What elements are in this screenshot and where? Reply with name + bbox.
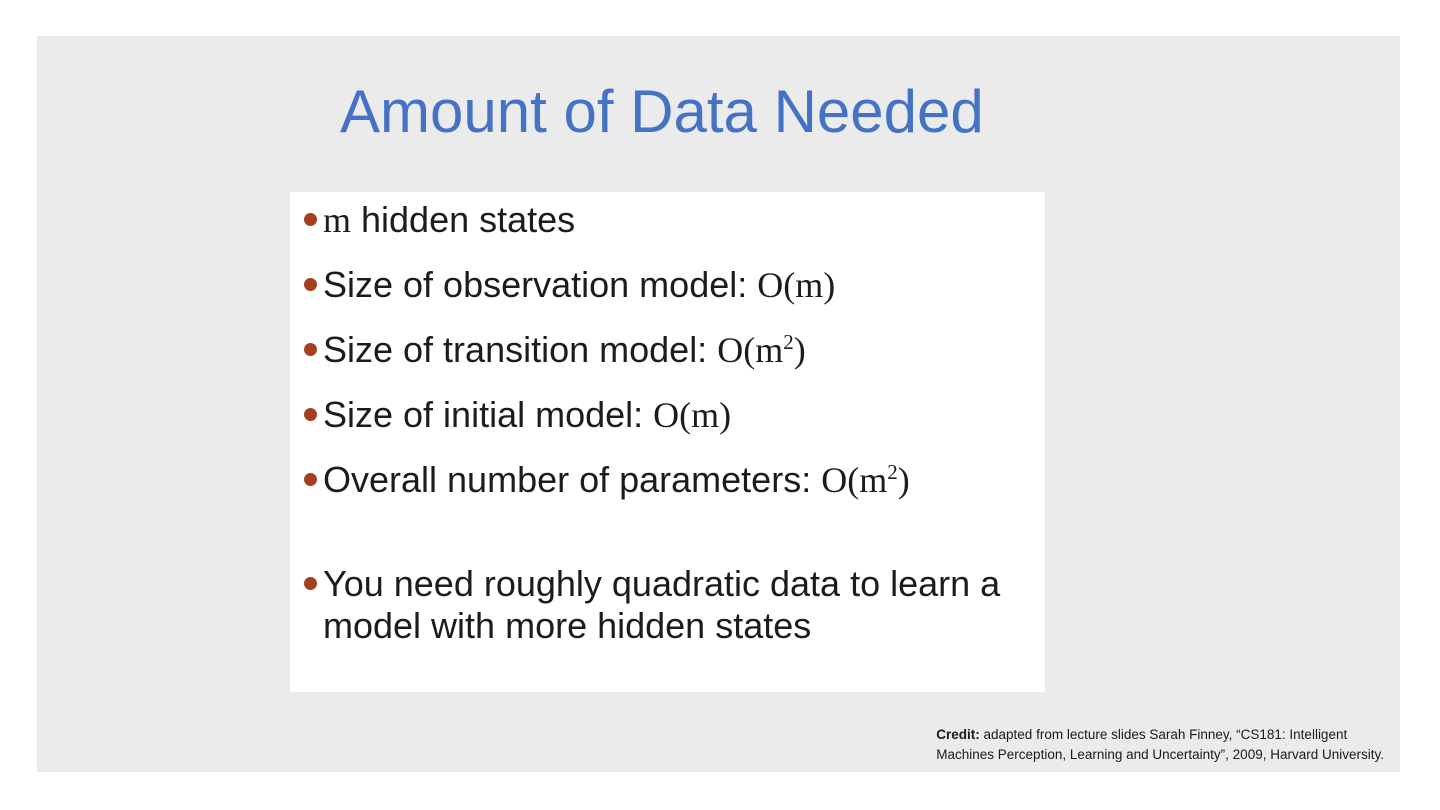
content-box: [290, 192, 1045, 692]
math-superscript: 2: [783, 330, 794, 354]
bullet-item-observation-model: [304, 264, 1045, 306]
bullet-text: [323, 459, 910, 501]
slide-title: Amount of Data Needed: [340, 78, 984, 145]
credit-line-1: [936, 725, 1384, 745]
bullet-dot-icon: [304, 278, 317, 291]
bullet-label: Size of initial model:: [323, 394, 654, 435]
bullet-text: [323, 199, 575, 241]
credit-line-2: Machines Perception, Learning and Uncertainty”, 2009, Harvard University.: [936, 746, 1384, 762]
bullet-item-quadratic-data: [304, 563, 1045, 647]
math-term: ): [793, 330, 806, 370]
bullet-dot-icon: [304, 473, 317, 486]
bullet-text: [323, 329, 806, 371]
bullet-item-initial-model: [304, 394, 1045, 436]
credit-note: [936, 725, 1384, 764]
bullet-item-hidden-states: [304, 199, 1045, 241]
credit-text-1: adapted from lecture slides Sarah Finney, “CS181: Intelligent: [979, 727, 1348, 742]
bullet-list: [290, 192, 1045, 647]
bullet-dot-icon: [304, 577, 317, 590]
bullet-text: [323, 264, 835, 306]
credit-label: Credit:: [936, 727, 980, 742]
math-term: O(m): [757, 265, 836, 305]
math-superscript: 2: [887, 460, 898, 484]
math-term: ): [897, 460, 910, 500]
bullet-text: [323, 394, 731, 436]
bullet-label: hidden states: [351, 199, 576, 240]
bullet-label: Size of transition model:: [323, 329, 718, 370]
bullet-line2: model with more hidden states: [323, 605, 812, 646]
bullet-dot-icon: [304, 213, 317, 226]
slide: [37, 36, 1400, 772]
bullet-label: You need roughly quadratic data to learn a: [323, 563, 1001, 604]
math-term: O(m: [717, 330, 784, 370]
math-term: O(m): [653, 395, 732, 435]
bullet-item-transition-model: [304, 329, 1045, 371]
bullet-dot-icon: [304, 343, 317, 356]
bullet-item-overall-parameters: [304, 459, 1045, 501]
bullet-label: Overall number of parameters:: [323, 459, 822, 500]
bullet-text: [323, 563, 1000, 647]
math-term: m: [323, 200, 352, 240]
math-term: O(m: [821, 460, 888, 500]
bullet-dot-icon: [304, 408, 317, 421]
bullet-label: Size of observation model:: [323, 264, 758, 305]
